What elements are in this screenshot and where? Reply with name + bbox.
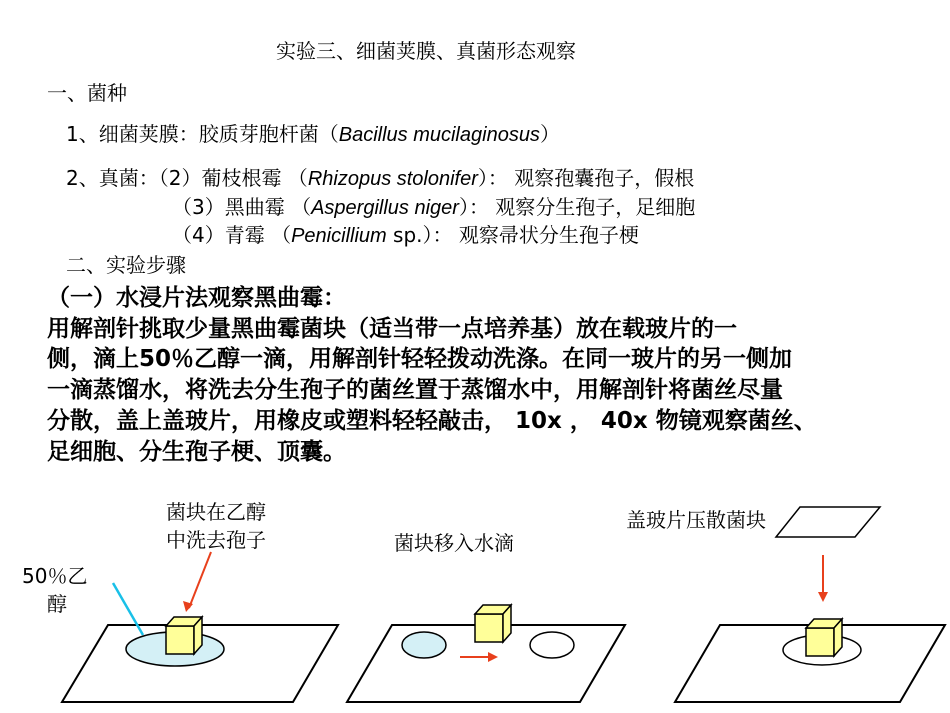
move-arrow-head bbox=[488, 652, 498, 662]
strain-item-2-latin: Rhizopus stolonifer bbox=[307, 168, 478, 190]
strain-item-4-suffix: sp.）： 观察帚状分生孢子梗 bbox=[386, 223, 639, 247]
strain-item-3-suffix: ）： 观察分生孢子，足细胞 bbox=[458, 195, 696, 219]
mycelium-cube-2 bbox=[475, 605, 511, 642]
label-wash-line1: 菌块在乙醇 bbox=[166, 500, 266, 524]
label-cover: 盖玻片压散菌块 bbox=[626, 508, 766, 532]
strain-item-1-prefix: 1、细菌荚膜：胶质芽胞杆菌（ bbox=[66, 122, 339, 146]
strain-item-2-prefix: 2、真菌：（2）葡枝根霉 （ bbox=[66, 166, 308, 190]
strain-item-4-prefix: （4）青霉 （ bbox=[172, 223, 292, 247]
subsection-heading: （一）水浸片法观察黑曲霉： bbox=[47, 285, 346, 311]
ethanol-pointer bbox=[113, 583, 143, 635]
wash-arrow bbox=[189, 552, 211, 608]
label-move: 菌块移入水滴 bbox=[394, 531, 514, 555]
procedure-line-1: 用解剖针挑取少量黑曲霉菌块（适当带一点培养基）放在载玻片的一 bbox=[47, 316, 737, 342]
mycelium-cube-1 bbox=[166, 617, 202, 654]
strain-item-1-suffix: ） bbox=[539, 122, 560, 146]
section1-heading: 一、菌种 bbox=[47, 81, 127, 105]
strain-item-3-latin: Aspergillus niger bbox=[311, 197, 459, 219]
label-ethanol-line2: 醇 bbox=[47, 592, 67, 616]
strain-item-2-suffix: ）： 观察孢囊孢子，假根 bbox=[477, 166, 695, 190]
ethanol-drop-2 bbox=[402, 632, 446, 658]
cover-slip bbox=[776, 507, 880, 537]
procedure-line-3: 一滴蒸馏水，将洗去分生孢子的菌丝置于蒸馏水中，用解剖针将菌丝尽量 bbox=[47, 377, 783, 403]
water-drop bbox=[530, 632, 574, 658]
section2-heading: 二、实验步骤 bbox=[66, 253, 186, 277]
strain-item-4-latin: Penicillium bbox=[291, 225, 387, 247]
mycelium-cube-3 bbox=[806, 619, 842, 656]
page-title: 实验三、细菌荚膜、真菌形态观察 bbox=[276, 39, 576, 63]
label-wash-line2: 中洗去孢子 bbox=[166, 528, 266, 552]
procedure-line-4: 分散，盖上盖玻片，用橡皮或塑料轻轻敲击， 10x ， 40x 物镜观察菌丝、 bbox=[47, 408, 817, 434]
press-arrow-head bbox=[818, 592, 828, 602]
strain-item-3-prefix: （3）黑曲霉 （ bbox=[172, 195, 312, 219]
label-ethanol-line1: 50％乙 bbox=[22, 564, 88, 588]
procedure-line-5: 足细胞、分生孢子梗、顶囊。 bbox=[47, 439, 346, 465]
procedure-line-2: 侧，滴上50％乙醇一滴，用解剖针轻轻拨动洗涤。在同一玻片的另一侧加 bbox=[47, 346, 793, 372]
strain-item-1-latin: Bacillus mucilaginosus bbox=[338, 124, 540, 146]
